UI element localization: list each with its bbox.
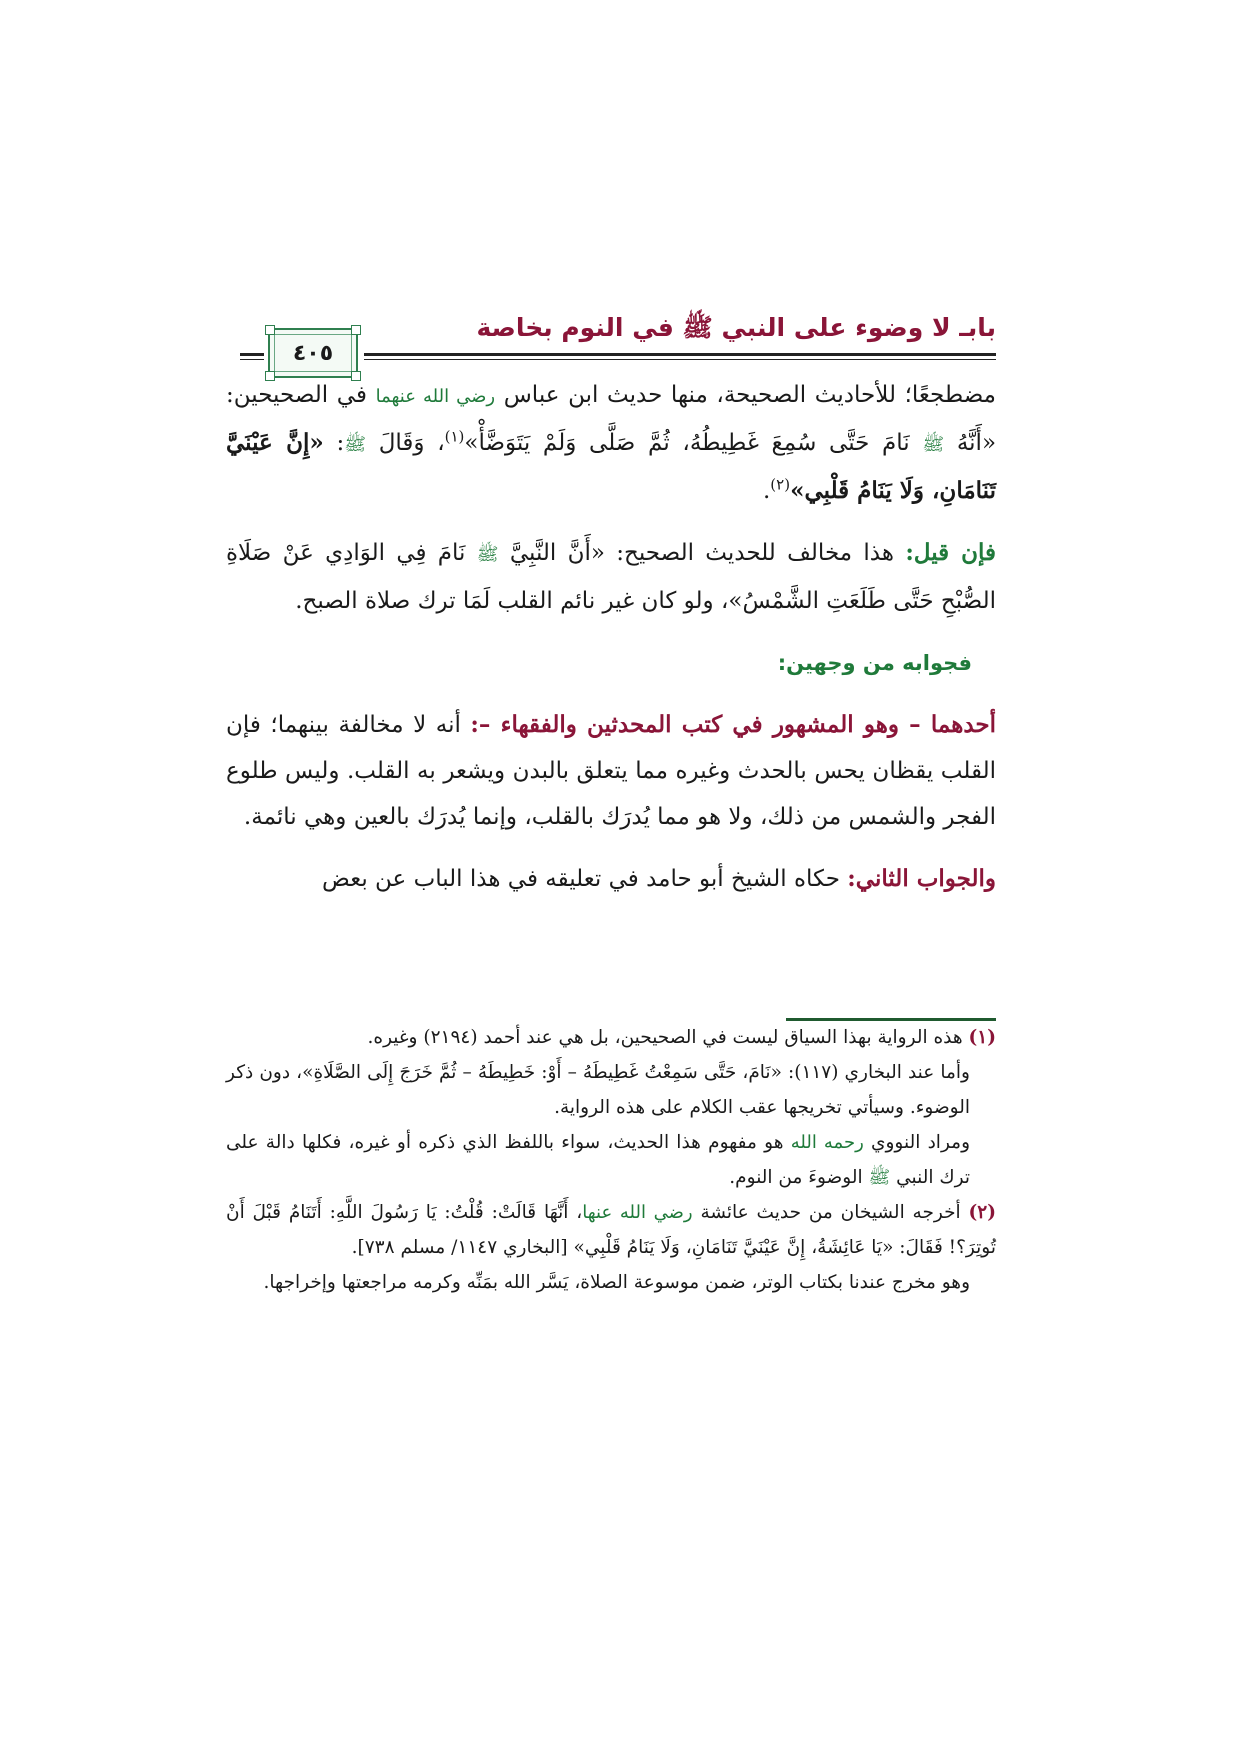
text-run: ، ولو كان غير نائم القلب لَمَا ترك صلاة الصبح. (295, 588, 729, 614)
footnote-2 (226, 1195, 996, 1300)
frame-ornament (351, 325, 361, 335)
honorific-glyph: رحمه الله (790, 1132, 864, 1153)
honorific-glyph: رضي الله عنهما (375, 386, 496, 407)
paragraph-lead: والجواب الثاني: (847, 865, 996, 892)
honorific-glyph: ﷺ (868, 1167, 891, 1188)
paragraph-lead: أحدهما – وهو المشهور في كتب المحدثين والفقهاء –: (470, 711, 997, 738)
footnote-number: (١) (968, 1027, 996, 1048)
text-run: ، وَقَالَ (378, 430, 445, 456)
paragraph-lead: فإن قيل: (905, 539, 997, 566)
footnote-text: وأما عند البخاري (١١٧): «نَامَ، حَتَّى سَمِعْتُ غَطِيطَهُ – أَوْ: خَطِيطَهُ – ثُمَّ خَرَجَ إِلَى الصَّلَاةِ»، دون ذكر الوضوء. وسيأتي تخريجها عقب الكلام على هذه الرواية. (226, 1062, 970, 1118)
honorific-glyph: رضي الله عنها (582, 1202, 693, 1223)
hadith-quote-bold: «إِنَّ عَيْنَيَّ تَنَامَانِ، وَلَا يَنَامُ قَلْبِي» (226, 429, 996, 504)
answer-heading-line (226, 640, 996, 686)
honorific-glyph: ﷺ (344, 434, 366, 455)
text-run: مضطجعًا؛ للأحاديث الصحيحة، منها حديث ابن عباس (503, 382, 996, 408)
footnote-number: (٢) (968, 1202, 996, 1223)
paragraph-3 (226, 702, 996, 840)
text-run: . (762, 478, 771, 504)
footnote-ref[interactable]: (١) (444, 427, 465, 446)
footnotes (226, 1020, 996, 1300)
honorific-glyph: ﷺ (476, 544, 499, 565)
frame-ornament (265, 325, 275, 335)
honorific-glyph: ﷺ (922, 434, 945, 455)
main-text (226, 372, 996, 902)
footnote-text: الوضوءَ من النوم. (729, 1167, 863, 1188)
running-header-title: بابـ لا وضوء على النبي ﷺ في النوم بخاصة (476, 313, 996, 342)
answer-heading: فجوابه من وجهين: (777, 651, 972, 675)
text-run: في الصحيحين: (226, 382, 367, 408)
paragraph-2 (226, 530, 996, 624)
hadith-quote: «أَنَّهُ (956, 430, 997, 456)
page-number-frame (268, 328, 358, 378)
footnote-text: وهو مخرج عندنا بكتاب الوتر، ضمن موسوعة الصلاة، يَسَّر الله بمَنِّه وكرمه مراجعتها وإخراجها. (263, 1272, 970, 1293)
header-rule-left (240, 353, 264, 356)
text-run: : (336, 430, 345, 456)
paragraph-4 (226, 856, 996, 902)
footnote-ref[interactable]: (٢) (770, 475, 791, 494)
footnote-continuation (226, 1125, 996, 1195)
footnote-1 (226, 1020, 996, 1195)
footnote-text: ، أَنَّهَا قَالَتْ: قُلْتُ: يَا رَسُولَ اللَّهِ: أَتَنَامُ قَبْلَ أَنْ تُوتِرَ؟! فَقَالَ: «يَا عَائِشَةُ، إِنَّ عَيْنَيَّ تَنَامَانِ، وَلَا يَنَامُ قَلْبِي» [البخاري ١١٤٧/ مسلم ٧٣٨]. (226, 1202, 996, 1258)
paragraph-1 (226, 372, 996, 514)
hadith-quote: نَامَ حَتَّى سُمِعَ غَطِيطُهُ، ثُمَّ صَلَّى وَلَمْ يَتَوَضَّأْ» (464, 430, 910, 456)
text-run: أنه لا مخالفة بينهما؛ فإن القلب يقظان يحس بالحدث وغيره مما يتعلق بالبدن ويشعر به القلب. وليس طلوع الفجر والشمس من ذلك، ولا هو مما يُدرَك بالقلب، وإنما يُدرَك بالعين وهي نائمة. (226, 712, 996, 830)
footnote-text: هذه الرواية بهذا السياق ليست في الصحيحين، بل هي عند أحمد (٢١٩٤) وغيره. (367, 1027, 963, 1048)
footnote-text: ومراد النووي (871, 1132, 971, 1153)
page-number: ٤٠٥ (292, 340, 334, 366)
text-run: هذا مخالف للحديث الصحيح: (616, 540, 894, 566)
footnote-text: هو مفهوم هذا الحديث، سواء باللفظ الذي ذكره أو غيره، فكلها دالة على ترك النبي (226, 1132, 970, 1188)
header-rule (364, 353, 996, 356)
text-run: حكاه الشيخ أبو حامد في تعليقه في هذا الباب عن بعض (322, 866, 840, 892)
hadith-quote: «أَنَّ النَّبِيَّ (509, 540, 605, 566)
footnote-text: أخرجه الشيخان من حديث عائشة (700, 1202, 961, 1223)
hadith-quote: نَامَ فِي الوَادِي عَنْ صَلَاةِ الصُّبْحِ حَتَّى طَلَعَتِ الشَّمْسُ» (226, 540, 996, 614)
